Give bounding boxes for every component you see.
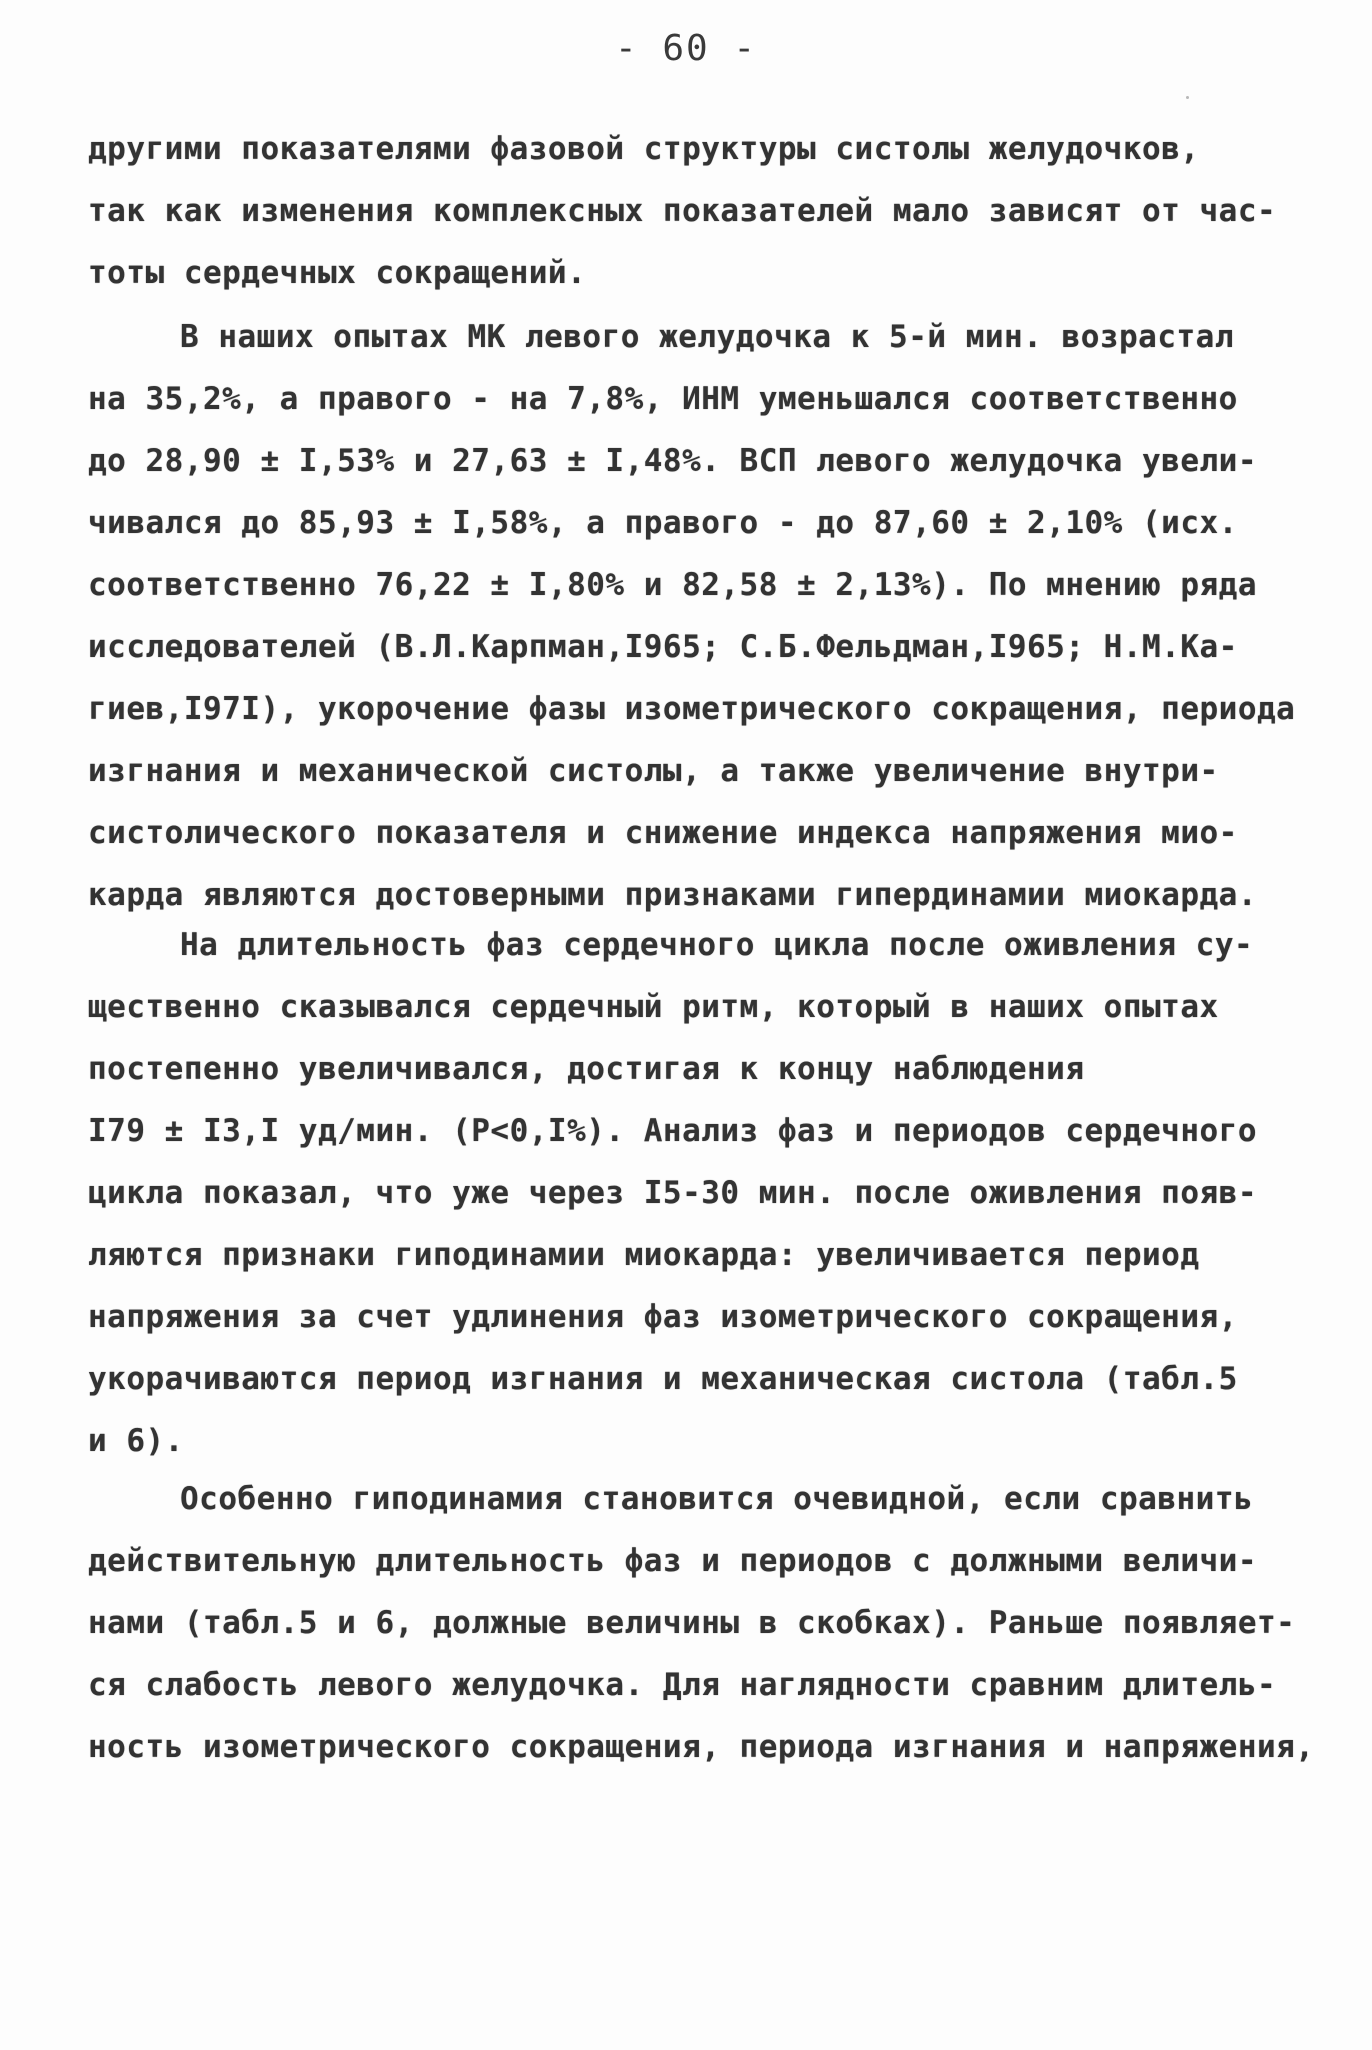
paragraph-1 <box>88 118 1288 304</box>
text-line: постепенно увеличивался, достигая к концу наблюдения <box>88 1051 1085 1087</box>
text-line: тоты сердечных сокращений. <box>88 255 587 291</box>
text-line: В наших опытах МК левого желудочка к 5-й мин. возрастал <box>180 319 1234 355</box>
text-line: На длительность фаз сердечного цикла после оживления су- <box>180 927 1254 963</box>
text-line: Особенно гиподинамия становится очевидной, если сравнить <box>180 1481 1254 1517</box>
text-line: I79 ± I3,I уд/мин. (P<0,I%). Анализ фаз и периодов сердечного <box>88 1113 1257 1149</box>
text-line: систолического показателя и снижение индекса напряжения мио- <box>88 815 1238 851</box>
text-line: карда являются достоверными признаками гипердинамии миокарда. <box>88 877 1257 913</box>
text-line: ляются признаки гиподинамии миокарда: увеличивается период <box>88 1237 1200 1273</box>
page-number: - 60 - <box>614 28 758 69</box>
paragraph-3 <box>88 914 1288 1472</box>
text-line: цикла показал, что уже через I5-30 мин. после оживления появ- <box>88 1175 1257 1211</box>
text-line: на 35,2%, а правого - на 7,8%, ИНМ уменьшался соответственно <box>88 381 1238 417</box>
text-line: гиев,I97I), укорочение фазы изометрического сокращения, периода <box>88 691 1296 727</box>
text-line: соответственно 76,22 ± I,80% и 82,58 ± 2,13%). По мнению ряда <box>88 567 1257 603</box>
text-line: изгнания и механической систолы, а также увеличение внутри- <box>88 753 1219 789</box>
text-line: укорачиваются период изгнания и механическая систола (табл.5 <box>88 1361 1238 1397</box>
paragraph-2 <box>88 306 1296 926</box>
scan-speck <box>1186 96 1189 99</box>
text-line: действительную длительность фаз и периодов с должными величи- <box>88 1543 1257 1579</box>
text-line: ся слабость левого желудочка. Для наглядности сравним длитель- <box>88 1667 1277 1703</box>
text-line: нами (табл.5 и 6, должные величины в скобках). Раньше появляет- <box>88 1605 1296 1641</box>
paragraph-4 <box>88 1468 1315 1778</box>
text-line: чивался до 85,93 ± I,58%, а правого - до 87,60 ± 2,10% (исх. <box>88 505 1238 541</box>
text-line: исследователей (В.Л.Карпман,I965; С.Б.Фельдман,I965; Н.М.Ка- <box>88 629 1238 665</box>
text-line: и 6). <box>88 1423 184 1459</box>
text-line: щественно сказывался сердечный ритм, который в наших опытах <box>88 989 1219 1025</box>
text-line: напряжения за счет удлинения фаз изометрического сокращения, <box>88 1299 1238 1335</box>
text-line: до 28,90 ± I,53% и 27,63 ± I,48%. ВСП левого желудочка увели- <box>88 443 1257 479</box>
text-line: так как изменения комплексных показателей мало зависят от час- <box>88 193 1277 229</box>
text-line: ность изометрического сокращения, периода изгнания и напряжения, <box>88 1729 1315 1765</box>
text-line: другими показателями фазовой структуры систолы желудочков, <box>88 131 1200 167</box>
